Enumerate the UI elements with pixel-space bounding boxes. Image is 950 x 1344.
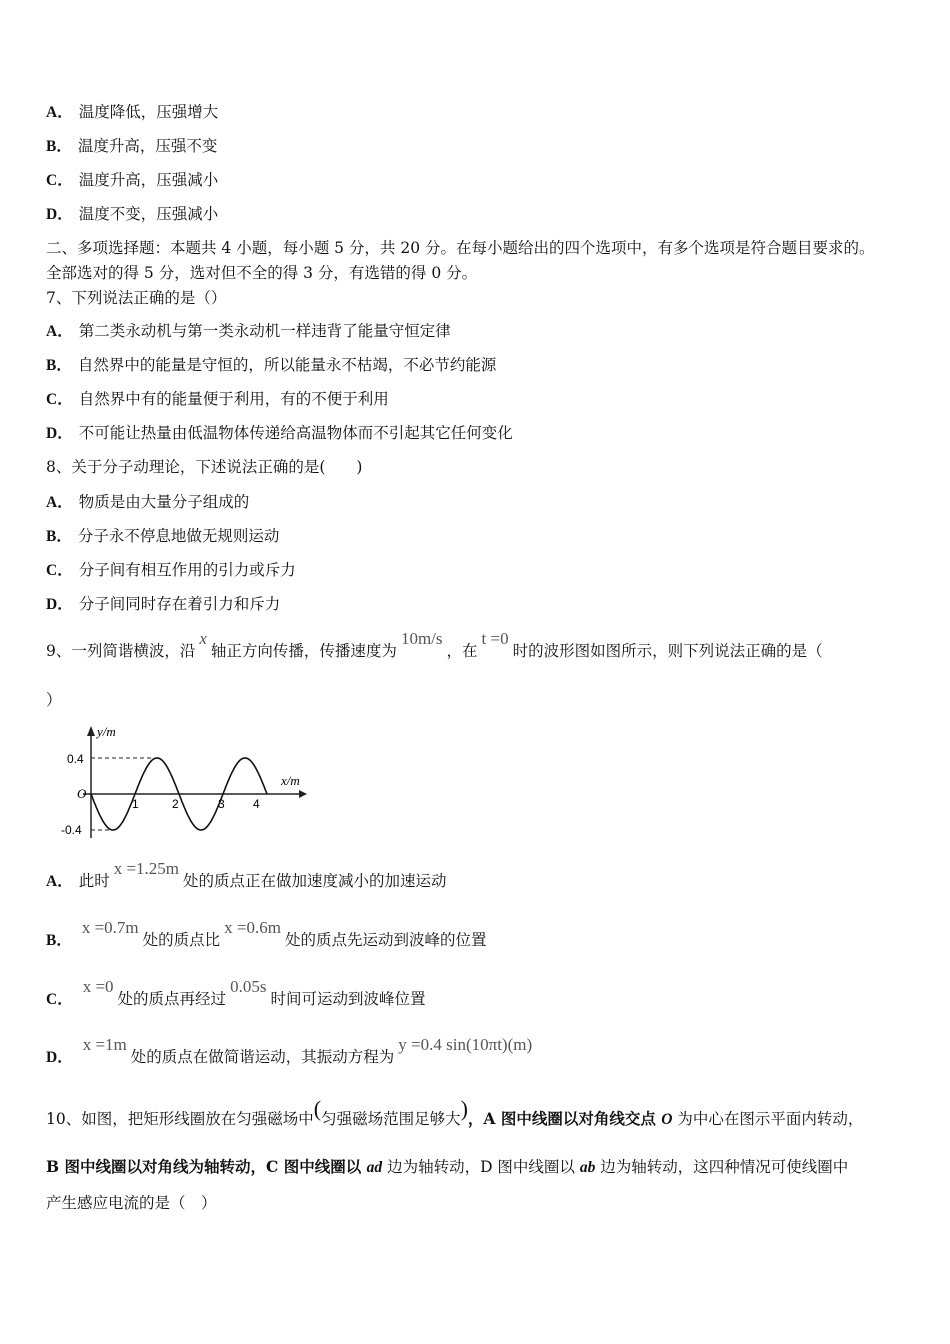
x-axis-label: x/m [281,773,300,788]
math-x: x [199,629,207,648]
section2-line1: 二、多项选择题：本题共 4 小题，每小题 5 分，共 20 分。在每小题给出的四个选项中，有多个选项是符合题目要求的。 [46,239,875,257]
q7-stem: 7、下列说法正确的是（） [46,289,227,307]
math-time: t =0 [481,629,509,648]
q8-stem: 8、关于分子动理论，下述说法正确的是( ) [46,458,363,476]
q9-stem: 9、一列简谐横波，沿x轴正方向传播，传播速度为10m/s，在t =0时的波形图如图所示，则下列说法正确的是（ [46,629,823,660]
y-axis-label: y/m [97,724,116,739]
math-x-1.25: x =1.25m [113,859,180,878]
q9-option-a: A． 此时x =1.25m处的质点正在做加速度减小的加速运动 [46,859,447,890]
x-tick-2: 2 [172,797,179,811]
x-tick-1: 1 [132,797,139,811]
q8-option-b: B． 分子永不停息地做无规则运动 [46,527,280,545]
math-x-1m: x =1m [82,1035,127,1054]
q6-option-a: A． 温度降低，压强增大 [46,103,219,121]
x-axis-arrow [299,790,307,798]
q6-option-d: D． 温度不变，压强减小 [46,205,219,223]
x-tick-4: 4 [253,797,260,811]
q10-line1: 10、如图，把矩形线圈放在匀强磁场中(匀强磁场范围足够大)，A 图中线圈以对角线交点 O 为中心在图示平面内转动， [46,1096,864,1128]
x-tick-3: 3 [218,797,225,811]
y-axis-arrow [87,726,95,736]
q9-stem-end: ） [46,691,62,709]
q8-option-d: D． 分子间同时存在着引力和斥力 [46,595,281,613]
q10-line3: 产生感应电流的是（ ） [46,1194,217,1212]
q9-option-b: B．x =0.7m处的质点比x =0.6m处的质点先运动到波峰的位置 [46,918,487,949]
math-0.05s: 0.05s [230,977,267,996]
q9-option-d: D．x =1m处的质点在做简谐运动，其振动方程为y =0.4 sin(10πt)(m) [46,1035,533,1066]
q7-option-a: A． 第二类永动机与第一类永动机一样违背了能量守恒定律 [46,322,451,340]
q7-option-c: C． 自然界中有的能量便于利用，有的不便于利用 [46,390,389,408]
math-x-0.6: x =0.6m [224,918,281,937]
q7-option-b: B． 自然界中的能量是守恒的，所以能量永不枯竭，不必节约能源 [46,356,497,374]
math-x-0: x =0 [82,977,114,996]
y-tick-0.4: 0.4 [67,752,84,766]
q7-option-d: D． 不可能让热量由低温物体传递给高温物体而不引起其它任何变化 [46,424,513,442]
math-vibration-equation: y =0.4 sin(10πt)(m) [398,1035,533,1054]
math-x-0.7: x =0.7m [81,918,139,937]
q10-line2: B 图中线圈以对角线为轴转动，C 图中线圈以 ad 边为轴转动，D 图中线圈以 ab 边为轴转动，这四种情况可使线圈中 [46,1157,849,1176]
y-tick-neg-0.4: -0.4 [61,823,82,837]
wave-graph [55,718,315,848]
q8-option-a: A． 物质是由大量分子组成的 [46,493,250,511]
q6-option-b: B． 温度升高，压强不变 [46,137,218,155]
q6-option-c: C． 温度升高，压强减小 [46,171,219,189]
q8-option-c: C． 分子间有相互作用的引力或斥力 [46,561,296,579]
origin-label: O [77,786,87,801]
q9-option-c: C．x =0处的质点再经过0.05s时间可运动到波峰位置 [46,977,426,1008]
math-velocity: 10m/s [400,629,443,648]
section2-line2: 全部选对的得 5 分，选对但不全的得 3 分，有选错的得 0 分。 [46,264,478,282]
